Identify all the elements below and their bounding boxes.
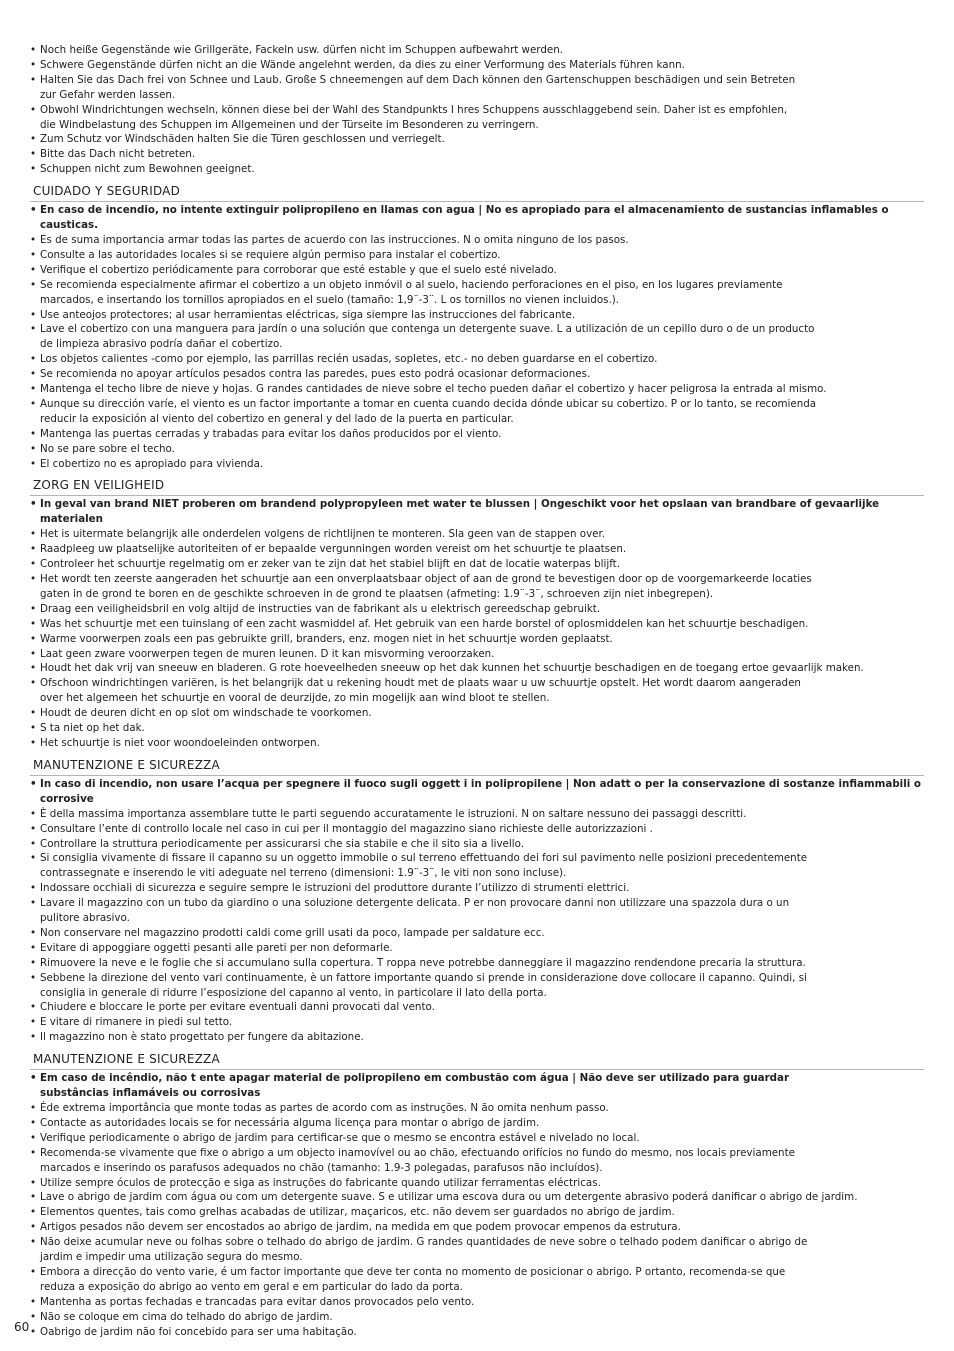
list-item: • Se recomienda especialmente afirmar el cobertizo a un objeto inmóvil o al suelo, haciendo perforaciones en el piso, en los lugares previamente marcados, e insertando los tornillos apropiados en el suelo (tamaño: 1,9¨-3¨. L os tornillos no vienen incluidos.). [30, 278, 924, 308]
list-item: • Consulte a las autoridades locales si se requiere algún permiso para instalar el cobertizo. [30, 248, 924, 263]
list-item: • Se recomienda no apoyar artículos pesados contra las paredes, pues esto podrá ocasionar deformaciones. [30, 367, 924, 382]
list-item: • E vitare di rimanere in piedi sul tetto. [30, 1015, 924, 1030]
list-item: • Elementos quentes, tais como grelhas acabadas de utilizar, maçaricos, etc. não devem ser guardados no abrigo de jardim. [30, 1205, 924, 1220]
list-item: • Controleer het schuurtje regelmatig om er zeker van te zijn dat het stabiel blijft en dat de locatie waterpas blijft. [30, 557, 924, 572]
list-item: • Mantenga las puertas cerradas y trabadas para evitar los daños producidos por el viento. [30, 427, 924, 442]
list-item: • Verifique periodicamente o abrigo de jardim para certificar-se que o mesmo se encontra estável e nivelado no local. [30, 1131, 924, 1146]
section-heading: CUIDADO Y SEGURIDAD [30, 183, 924, 202]
section-heading: MANUTENZIONE E SICUREZZA [30, 757, 924, 776]
section [30, 757, 924, 1045]
list-item: • Rimuovere la neve e le foglie che si accumulano sulla copertura. T roppa neve potrebbe danneggiare il magazzino rendendone precaria la struttura. [30, 956, 924, 971]
list-item: • Laat geen zware voorwerpen tegen de muren leunen. D it kan misvorming veroorzaken. [30, 647, 924, 662]
list-item: • Em caso de incêndio, não t ente apagar material de polipropileno em combustão com água | Não deve ser utilizado para guardar substâncias inflamáveis ou corrosivas [30, 1071, 924, 1101]
list-item: • Raadpleeg uw plaatselijke autoriteiten of er bepaalde vergunningen worden vereist om het schuurtje te plaatsen. [30, 542, 924, 557]
list-item: • Contacte as autoridades locais se for necessária alguma licença para montar o abrigo de jardim. [30, 1116, 924, 1131]
list-item: • Éde extrema importância que monte todas as partes de acordo com as instruções. N ão omita nenhum passo. [30, 1101, 924, 1116]
list-item: • Evitare di appoggiare oggetti pesanti alle pareti per non deformarle. [30, 941, 924, 956]
list-item: • El cobertizo no es apropiado para vivienda. [30, 457, 924, 472]
list-item: • Was het schuurtje met een tuinslang of een zacht wasmiddel af. Het gebruik van een harde borstel of oplosmiddelen kan het schuurtje beschadigen. [30, 617, 924, 632]
list-item: • Los objetos calientes -como por ejemplo, las parrillas recién usadas, sopletes, etc.- no deben guardarse en el cobertizo. [30, 352, 924, 367]
list-item: • Il magazzino non è stato progettato per fungere da abitazione. [30, 1030, 924, 1045]
list-item: • Ofschoon windrichtingen variëren, is het belangrijk dat u rekening houdt met de plaats waar u uw schuurtje opstelt. Het wordt daarom aangeraden over het algemeen het schuurtje en vooral de deurzijde, zo min mogelijk aan wind bloot te stellen. [30, 676, 924, 706]
section-list [30, 203, 924, 471]
list-item: • Lave o abrigo de jardim com água ou com um detergente suave. S e utilizar uma escova dura ou um detergente abrasivo poderá danificar o abrigo de jardim. [30, 1190, 924, 1205]
list-item: • Lavare il magazzino con un tubo da giardino o una soluzione detergente delicata. P er non provocare danni non utilizzare una spazzola dura o un pulitore abrasivo. [30, 896, 924, 926]
section-list [30, 777, 924, 1045]
sections-container [30, 183, 924, 1339]
list-item: • Es de suma importancia armar todas las partes de acuerdo con las instrucciones. N o omita ninguno de los pasos. [30, 233, 924, 248]
list-item: • Use anteojos protectores; al usar herramientas eléctricas, siga siempre las instrucciones del fabricante. [30, 308, 924, 323]
list-item: • Draag een veiligheidsbril en volg altijd de instructies van de fabrikant als u elektrisch gereedschap gebruikt. [30, 602, 924, 617]
list-item: • Controllare la struttura periodicamente per assicurarsi che sia stabile e che il sito sia a livello. [30, 837, 924, 852]
intro-list [30, 43, 924, 177]
list-item: • Houdt het dak vrij van sneeuw en bladeren. G rote hoeveelheden sneeuw op het dak kunnen het schuurtje beschadigen en de toegang ertoe gevaarlijk maken. [30, 661, 924, 676]
list-item: • Utilize sempre óculos de protecção e siga as instruções do fabricante quando utilizar ferramentas eléctricas. [30, 1176, 924, 1191]
list-item: • Obwohl Windrichtungen wechseln, können diese bei der Wahl des Standpunkts I hres Schuppens ausschlaggebend sein. Daher ist es empfohlen, die Windbelastung des Schuppen im Allgemeinen und der Türseite im Besonderen zu verringern. [30, 103, 924, 133]
list-item: • Chiudere e bloccare le porte per evitare eventuali danni provocati dal vento. [30, 1000, 924, 1015]
list-item: • Halten Sie das Dach frei von Schnee und Laub. Große S chneemengen auf dem Dach können den Gartenschuppen beschädigen und sein Betreten zur Gefahr werden lassen. [30, 73, 924, 103]
list-item: • Warme voorwerpen zoals een pas gebruikte grill, branders, enz. mogen niet in het schuurtje worden geplaatst. [30, 632, 924, 647]
list-item: • Zum Schutz vor Windschäden halten Sie die Türen geschlossen und verriegelt. [30, 132, 924, 147]
list-item: • Não deixe acumular neve ou folhas sobre o telhado do abrigo de jardim. G randes quantidades de neve sobre o telhado podem danificar o abrigo de jardim e impedir uma utilização segura do mesmo. [30, 1235, 924, 1265]
section-heading: ZORG EN VEILIGHEID [30, 477, 924, 496]
list-item: • In caso di incendio, non usare l’acqua per spegnere il fuoco sugli oggett i in polipropilene | Non adatt o per la conservazione di sostanze infiammabili o corrosive [30, 777, 924, 807]
list-item: • En caso de incendio, no intente extinguir polipropileno en llamas con agua | No es apropiado para el almacenamiento de sustancias inflamables o causticas. [30, 203, 924, 233]
list-item: • Consultare l’ente di controllo locale nel caso in cui per il montaggio del magazzino siano richieste delle autorizzazioni . [30, 822, 924, 837]
section-list [30, 497, 924, 750]
list-item: • Artigos pesados não devem ser encostados ao abrigo de jardim, na medida em que podem provocar empenos da estrutura. [30, 1220, 924, 1235]
list-item: • Verifique el cobertizo periódicamente para corroborar que esté estable y que el suelo esté nivelado. [30, 263, 924, 278]
section [30, 183, 924, 471]
list-item: • Het is uitermate belangrijk alle onderdelen volgens de richtlijnen te monteren. Sla geen van de stappen over. [30, 527, 924, 542]
list-item: • Aunque su dirección varíe, el viento es un factor importante a tomar en cuenta cuando decida dónde ubicar su cobertizo. P or lo tanto, se recomienda reducir la exposición al viento del cobertizo en general y del lado de la puerta en particular. [30, 397, 924, 427]
list-item: • S ta niet op het dak. [30, 721, 924, 736]
list-item: • Noch heiße Gegenstände wie Grillgeräte, Fackeln usw. dürfen nicht im Schuppen aufbewahrt werden. [30, 43, 924, 58]
list-item: • Mantenha as portas fechadas e trancadas para evitar danos provocados pelo vento. [30, 1295, 924, 1310]
list-item: • Mantenga el techo libre de nieve y hojas. G randes cantidades de nieve sobre el techo pueden dañar el cobertizo y hacer peligrosa la entrada al mismo. [30, 382, 924, 397]
list-item: • Het schuurtje is niet voor woondoeleinden ontworpen. [30, 736, 924, 751]
list-item: • Houdt de deuren dicht en op slot om windschade te voorkomen. [30, 706, 924, 721]
list-item: • Schuppen nicht zum Bewohnen geeignet. [30, 162, 924, 177]
list-item: • Lave el cobertizo con una manguera para jardín o una solución que contenga un detergente suave. L a utilización de un cepillo duro o de un producto de limpieza abrasivo podría dañar el cobertizo. [30, 322, 924, 352]
section [30, 1051, 924, 1339]
list-item: • Bitte das Dach nicht betreten. [30, 147, 924, 162]
list-item: • Schwere Gegenstände dürfen nicht an die Wände angelehnt werden, da dies zu einer Verformung des Materials führen kann. [30, 58, 924, 73]
list-item: • Não se coloque em cima do telhado do abrigo de jardim. [30, 1310, 924, 1325]
list-item: • È della massima importanza assemblare tutte le parti seguendo accuratamente le istruzioni. N on saltare nessuno dei passaggi descritti. [30, 807, 924, 822]
list-item: • Recomenda-se vivamente que fixe o abrigo a um objecto inamovível ou ao chão, efectuando orifícios no fundo do mesmo, nos locais previamente marcados e inserindo os parafusos adequados no chão (tamanho: 1.9-3 polegadas, parafusos não incluídos). [30, 1146, 924, 1176]
document-body [30, 43, 924, 1340]
section-list [30, 1071, 924, 1339]
page-number: 60 [14, 1320, 30, 1334]
list-item: • Het wordt ten zeerste aangeraden het schuurtje aan een onverplaatsbaar object of aan de grond te bevestigen door op de voorgemarkeerde locaties gaten in de grond te boren en de geschikte schroeven in de grond te plaatsen (afmeting: 1.9¨-3¨, schroeven zijn niet inbegrepen). [30, 572, 924, 602]
list-item: • Oabrigo de jardim não foi concebido para ser uma habitação. [30, 1325, 924, 1340]
list-item: • Sebbene la direzione del vento vari continuamente, è un fattore importante quando si prende in considerazione dove collocare il capanno. Quindi, si consiglia in generale di ridurre l’esposizione del capanno al vento, in particolare il lato della porta. [30, 971, 924, 1001]
list-item: • Embora a direcção do vento varie, é um factor importante que deve ter conta no momento de posicionar o abrigo. P ortanto, recomenda-se que reduza a exposição do abrigo ao vento em geral e em particular do lado da porta. [30, 1265, 924, 1295]
list-item: • No se pare sobre el techo. [30, 442, 924, 457]
list-item: • In geval van brand NIET proberen om brandend polypropyleen met water te blussen | Ongeschikt voor het opslaan van brandbare of gevaarlijke materialen [30, 497, 924, 527]
list-item: • Si consiglia vivamente di fissare il capanno su un oggetto immobile o sul terreno effettuando dei fori sul pavimento nelle posizioni precedentemente contrassegnate e inserendo le viti adeguate nel terreno (dimensioni: 1.9¨-3¨, le viti non sono incluse). [30, 851, 924, 881]
section-heading: MANUTENZIONE E SICUREZZA [30, 1051, 924, 1070]
list-item: • Indossare occhiali di sicurezza e seguire sempre le istruzioni del produttore durante l’utilizzo di strumenti elettrici. [30, 881, 924, 896]
section [30, 477, 924, 750]
list-item: • Non conservare nel magazzino prodotti caldi come grill usati da poco, lampade per saldature ecc. [30, 926, 924, 941]
